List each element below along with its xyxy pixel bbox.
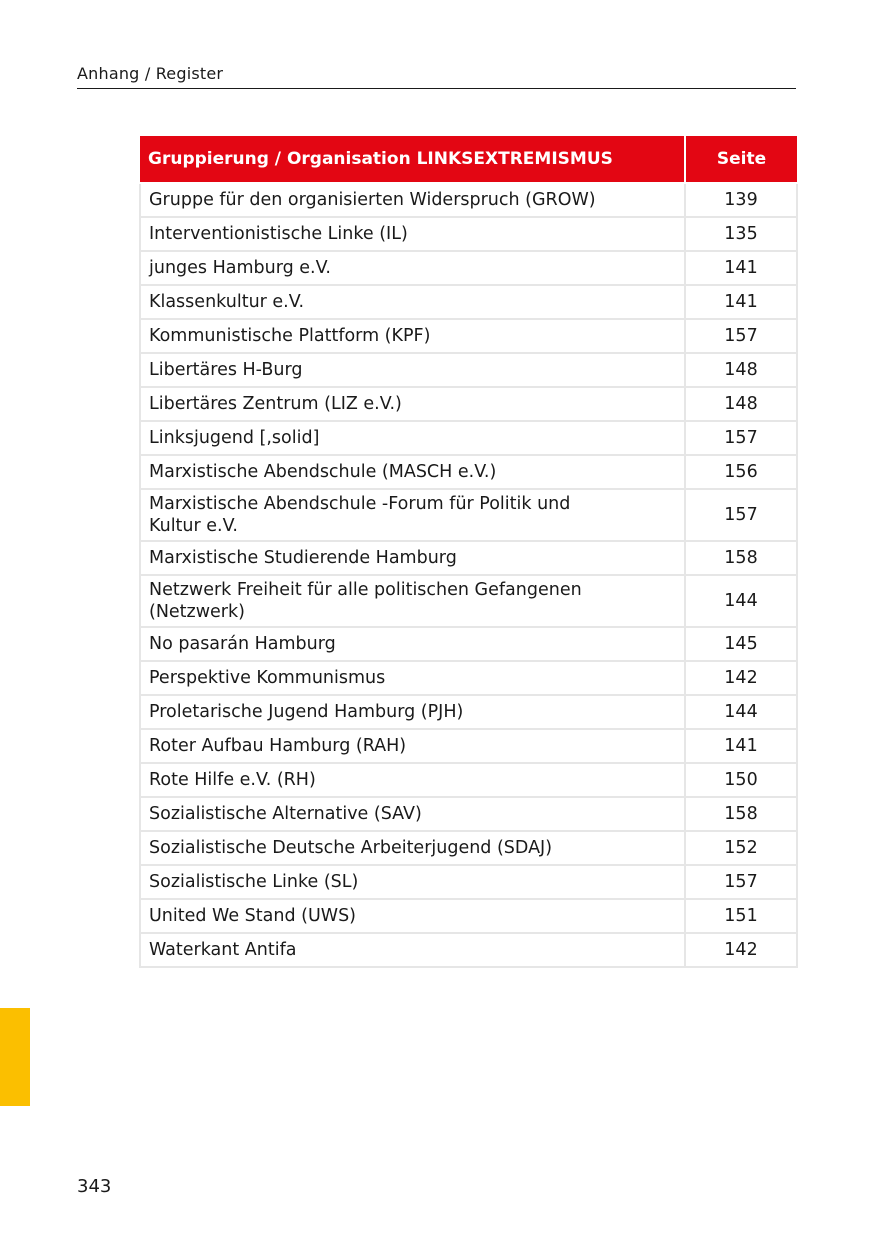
page-reference: 151 xyxy=(685,899,797,933)
page-reference: 157 xyxy=(685,421,797,455)
table-row xyxy=(140,899,797,933)
page-reference: 139 xyxy=(685,183,797,217)
table-row xyxy=(140,387,797,421)
table-row xyxy=(140,729,797,763)
page-reference: 135 xyxy=(685,217,797,251)
register-table xyxy=(139,136,798,968)
page-reference: 148 xyxy=(685,387,797,421)
page-reference: 142 xyxy=(685,933,797,967)
organisation-name: Sozialistische Linke (SL) xyxy=(140,865,685,899)
table-row xyxy=(140,421,797,455)
column-header-page: Seite xyxy=(685,136,797,183)
page-reference: 158 xyxy=(685,541,797,575)
page-reference: 148 xyxy=(685,353,797,387)
page-reference: 141 xyxy=(685,729,797,763)
organisation-name: Interventionistische Linke (IL) xyxy=(140,217,685,251)
organisation-name: Libertäres H-Burg xyxy=(140,353,685,387)
organisation-name: junges Hamburg e.V. xyxy=(140,251,685,285)
column-header-organisation: Gruppierung / Organisation LINKSEXTREMISMUS xyxy=(140,136,685,183)
table-row xyxy=(140,865,797,899)
organisation-name: Gruppe für den organisierten Widerspruch (GROW) xyxy=(140,183,685,217)
table-row xyxy=(140,695,797,729)
page-reference: 156 xyxy=(685,455,797,489)
organisation-name: Marxistische Abendschule -Forum für Politik und Kultur e.V. xyxy=(140,489,685,541)
table-row xyxy=(140,319,797,353)
page-reference: 152 xyxy=(685,831,797,865)
organisation-name: Perspektive Kommunismus xyxy=(140,661,685,695)
organisation-name: Roter Aufbau Hamburg (RAH) xyxy=(140,729,685,763)
table-row xyxy=(140,627,797,661)
organisation-name: United We Stand (UWS) xyxy=(140,899,685,933)
organisation-name: Sozialistische Deutsche Arbeiterjugend (SDAJ) xyxy=(140,831,685,865)
organisation-name: Linksjugend [,solid] xyxy=(140,421,685,455)
organisation-name: Marxistische Studierende Hamburg xyxy=(140,541,685,575)
table-row xyxy=(140,831,797,865)
organisation-name: Sozialistische Alternative (SAV) xyxy=(140,797,685,831)
table-row xyxy=(140,541,797,575)
table-row xyxy=(140,183,797,217)
page-reference: 145 xyxy=(685,627,797,661)
table-row xyxy=(140,575,797,627)
chapter-side-tab xyxy=(0,1008,30,1106)
organisation-name: Rote Hilfe e.V. (RH) xyxy=(140,763,685,797)
table-row xyxy=(140,353,797,387)
table-row xyxy=(140,285,797,319)
table-row xyxy=(140,217,797,251)
organisation-name: Kommunistische Plattform (KPF) xyxy=(140,319,685,353)
table-header-row xyxy=(140,136,797,183)
page-reference: 158 xyxy=(685,797,797,831)
organisation-name: Waterkant Antifa xyxy=(140,933,685,967)
running-header: Anhang / Register xyxy=(77,64,224,83)
table-row xyxy=(140,489,797,541)
organisation-name: Netzwerk Freiheit für alle politischen Gefangenen (Netzwerk) xyxy=(140,575,685,627)
page-reference: 144 xyxy=(685,695,797,729)
organisation-name: Libertäres Zentrum (LIZ e.V.) xyxy=(140,387,685,421)
page-reference: 144 xyxy=(685,575,797,627)
page-reference: 157 xyxy=(685,319,797,353)
page-reference: 142 xyxy=(685,661,797,695)
page-reference: 157 xyxy=(685,489,797,541)
table-row xyxy=(140,933,797,967)
page-reference: 150 xyxy=(685,763,797,797)
table-row xyxy=(140,455,797,489)
organisation-name: Marxistische Abendschule (MASCH e.V.) xyxy=(140,455,685,489)
table-row xyxy=(140,661,797,695)
table-row xyxy=(140,251,797,285)
table-row xyxy=(140,797,797,831)
organisation-name: Klassenkultur e.V. xyxy=(140,285,685,319)
page-reference: 141 xyxy=(685,251,797,285)
page-reference: 141 xyxy=(685,285,797,319)
page-reference: 157 xyxy=(685,865,797,899)
table-body xyxy=(140,183,797,967)
organisation-name: No pasarán Hamburg xyxy=(140,627,685,661)
page-number: 343 xyxy=(77,1176,112,1197)
table-row xyxy=(140,763,797,797)
header-rule xyxy=(77,88,796,89)
organisation-name: Proletarische Jugend Hamburg (PJH) xyxy=(140,695,685,729)
